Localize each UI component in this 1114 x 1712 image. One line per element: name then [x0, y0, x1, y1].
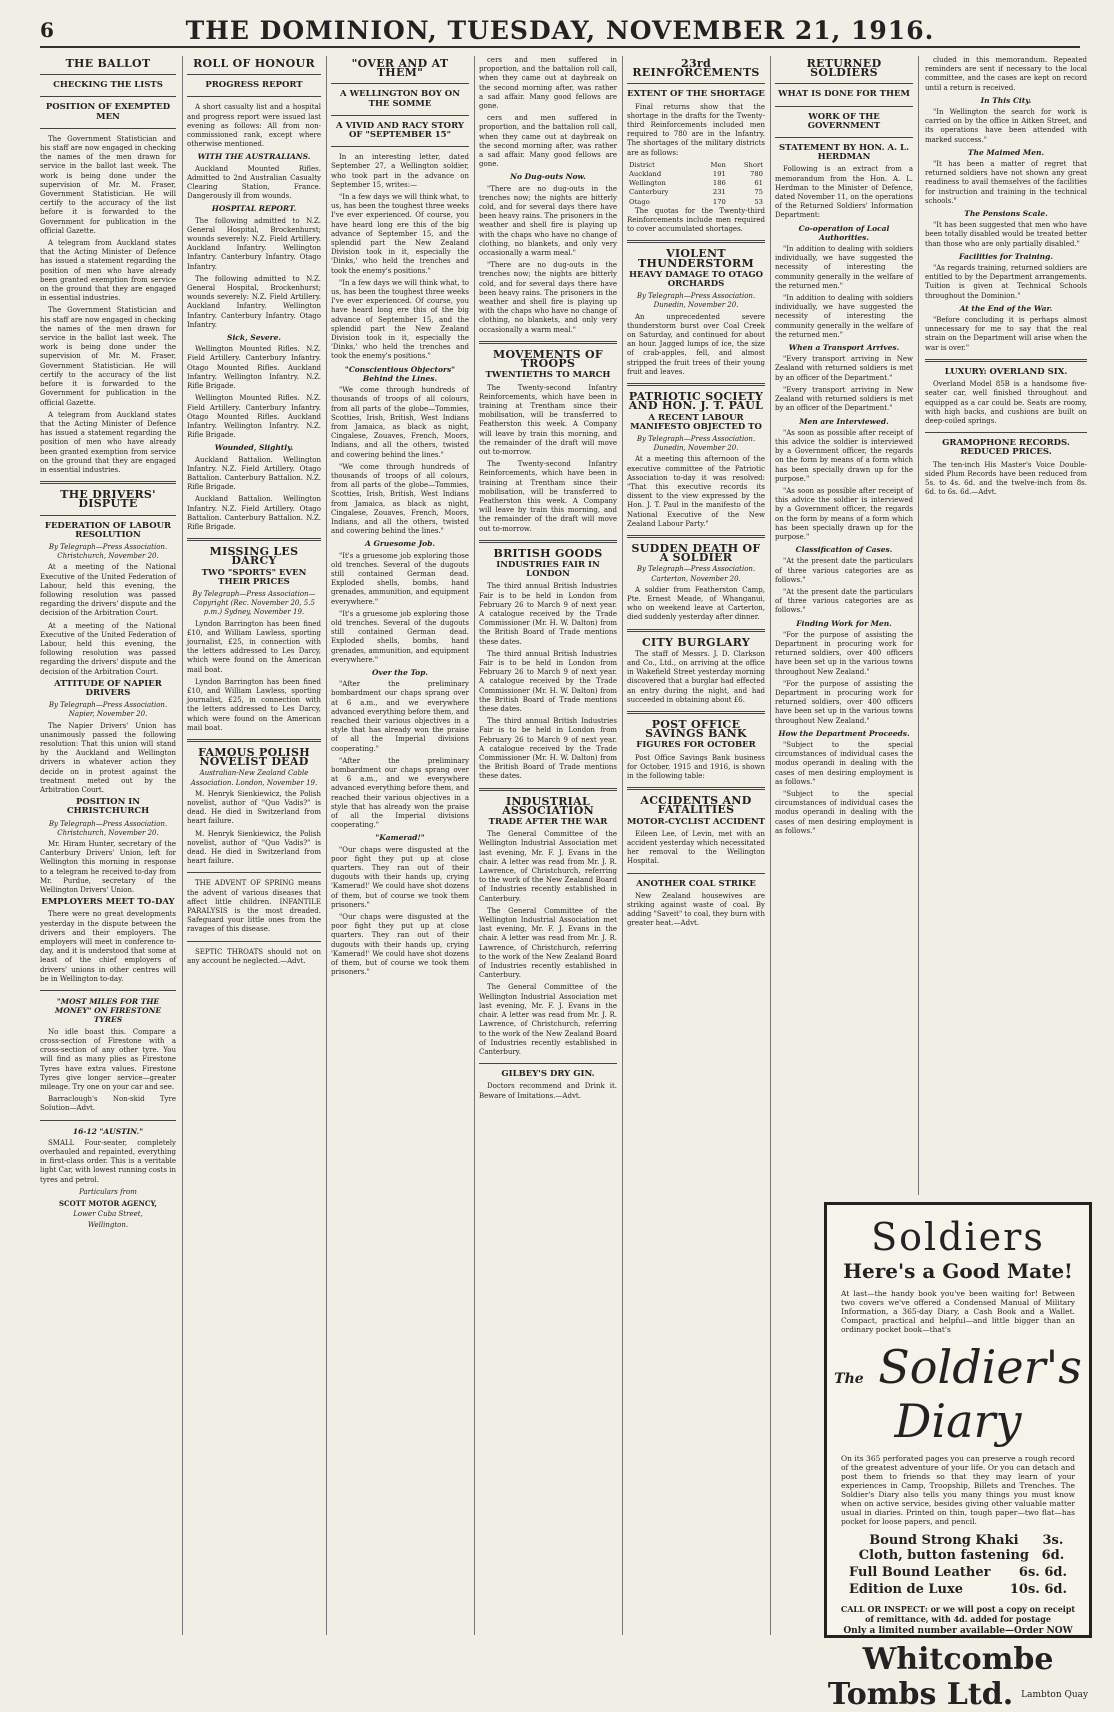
crosshead: How the Department Proceeds. [778, 728, 910, 738]
subhead: TRADE AFTER THE WAR [488, 817, 608, 828]
shortage-table [627, 161, 765, 207]
crosshead: The Pensions Scale. [964, 209, 1048, 219]
advert-paragraph: SMALL Four-seater, completely overhauled and repainted, everything in first-class order. This is a veritable light Car, with lowest running costs in tyres and petrol. [40, 1138, 176, 1184]
crosshead: A Gruesome Job. [365, 539, 435, 549]
divider [479, 540, 617, 543]
article-paragraph: "For the purpose of assisting the Department in procuring work for returned soldiers, over 400 officers have been set up in the various towns throughout New Zealand." [775, 630, 913, 676]
article-paragraph: "Subject to the special circumstances of individual cases the modus operandi in dealing with the cases of men desiring employment is as follows." [775, 790, 913, 835]
divider [775, 106, 913, 107]
divider [627, 873, 765, 874]
headline-drivers-dispute: THE DRIVERS' DISPUTE [60, 488, 156, 511]
article-paragraph: The quotas for the Twenty-third Reinforcements include men required to cover accumulated shortages. [627, 206, 765, 234]
advert-paragraph: THE ADVENT OF SPRING means the advent of various diseases that affect little children. INFANTILE PARALYSIS is the most dreaded. Safeguard your little ones from the ravages of this disease. [187, 879, 321, 934]
dateline: By Telegraph—Press Association. Napier, November 20. [48, 701, 168, 719]
subhead: WORK OF THE GOVERNMENT [807, 111, 881, 131]
divider [627, 83, 765, 84]
article-paragraph: "In Wellington the search for work is carried on by the office in Aitken Street, and its operations have been attended with marked success." [925, 108, 1087, 144]
advert-call: CALL OR INSPECT: or we will post a copy on receipt of remittance, with 4d. added for postage [840, 1604, 1076, 1624]
article-paragraph: "After the preliminary bombardment our chaps sprang over at 6 a.m., and we everywhere advanced everything before them, and reached their various objectives in a style that has already won the praise of all the Imperial divisions cooperating." [331, 680, 469, 753]
dateline: By Telegraph—Press Association. Christchurch, November 20. [48, 819, 168, 837]
subhead: FIGURES FOR OCTOBER [636, 740, 756, 751]
article-paragraph: At a meeting of the National Executive of the United Federation of Labour, held this evening, the following resolution was passed regarding the drivers' dispute and the decision of the Arbitration Court. [40, 563, 176, 618]
column-3 [326, 56, 473, 1635]
subhead: TWENTIETHS TO MARCH [485, 370, 611, 381]
advert-tagline: Here's a Good Mate! [843, 1259, 1073, 1283]
table-cell: 170 [712, 197, 726, 206]
newspaper-title: THE DOMINION, TUESDAY, NOVEMBER 21, 1916. [185, 16, 935, 45]
table-row [627, 188, 765, 197]
headline-industrial-association: INDUSTRIAL ASSOCIATION [502, 794, 594, 817]
crosshead: Over the Top. [371, 667, 429, 677]
crosshead: When a Transport Arrives. [788, 343, 900, 353]
article-paragraph: "In addition to dealing with soldiers individually, we have suggested the necessity of interesting the community generally in the welfare of the returned men." [775, 294, 913, 339]
advert-heading: 16-12 "AUSTIN." [72, 1126, 144, 1136]
crosshead: Facilities for Training. [959, 251, 1053, 261]
soldiers-diary-advert [824, 1202, 1092, 1712]
price-label: Full Bound Leather [849, 1565, 991, 1580]
headline-23rd-reinforcements: 23rd REINFORCEMENTS [632, 57, 760, 80]
dateline: By Telegraph—Press Association. Dunedin, November 20. [636, 292, 756, 310]
divider [627, 711, 765, 714]
headline-thunderstorm: VIOLENT THUNDERSTORM [638, 247, 754, 270]
article-paragraph: The Government Statistician and his staff are now engaged in checking the names of the men drawn for service in the ballot last week. The work is being done under the supervision of Mr. M. Fraser, Government Statistician. He will certify to the accuracy of the list before it is forwarded to the Government for publication in the official Gazette. [40, 306, 176, 407]
crosshead: Men are Interviewed. [799, 416, 889, 426]
subhead: INDUSTRIES FAIR IN LONDON [496, 559, 600, 580]
divider [187, 74, 321, 75]
table-cell: 75 [754, 188, 763, 197]
article-paragraph: "Every transport arriving in New Zealand with returned soldiers is met by an officer of the Department." [775, 355, 913, 382]
article-paragraph: cluded in this memorandum. Repeated reminders are sent if necessary to the local committee, and the cases are kept on record until a return is received. [925, 56, 1087, 92]
article-paragraph: "Our chaps were disgusted at the poor fight they put up at close quarters. They ran out of their dugouts with their hands up, crying 'Kamerad!' We could have shot dozens of them, but of course we took them prisoners." [331, 845, 469, 909]
headline-british-goods: BRITISH GOODS [493, 546, 603, 560]
price-list [827, 1532, 1089, 1598]
headline-polish-novelist: FAMOUS POLISH NOVELIST DEAD [198, 746, 310, 769]
headline-sudden-death: SUDDEN DEATH OF A SOLDIER [631, 541, 761, 565]
divider [331, 115, 469, 116]
subhead: TWO "SPORTS" EVEN THEIR PRICES [201, 567, 307, 587]
price-value: 6s. 6d. [1018, 1565, 1067, 1580]
article-paragraph: The General Committee of the Wellington Industrial Association met last evening, Mr. F. J. Evans in the chair. A letter was read from Mr. J. R. Lawrence, of Christchurch, referring to the work of the New Zealand Board of Industries recently established in Canterbury. [479, 906, 617, 980]
advert-intro: At last—the handy book you've been waiting for! Between two covers we've offered a Condensed Manual of Military Information, a 365-day Diary, a Cash Book and a Wallet. Compact, practical and helpful—and little bigger than an ordinary pocket book—that's [841, 1289, 1075, 1334]
subhead: EXTENT OF THE SHORTAGE [627, 89, 765, 100]
divider [40, 128, 176, 129]
divider [40, 1120, 176, 1121]
table-cell: 780 [750, 170, 763, 179]
column-5 [622, 56, 769, 1635]
firm-location: Lambton Quay [1021, 1689, 1089, 1700]
article-paragraph: A telegram from Auckland states that the Acting Minister of Defence has issued a statement regarding the position of men who have already been granted exemption from service on the ground that they are engaged in essential industries. [40, 410, 176, 474]
price-row [827, 1532, 1089, 1564]
article-paragraph: The third annual British Industries Fair is to be held in London from February 26 to March 9 of next year. A catalogue received by the Trade Commissioner (Mr. H. W. Dalton) from the British Board of Trade mentions these dates. [479, 717, 617, 781]
headline-les-darcy: MISSING LES DARCY [209, 545, 299, 568]
article-paragraph: The Twenty-second Infantry Reinforcements, which have been in training at Trentham since their mobilisation, will be transferred to Featherston this week. A Company will leave by train this morning, and the remainder of the draft will move out to-morrow. [479, 383, 617, 456]
subhead: WHAT IS DONE FOR THEM [778, 89, 910, 100]
article-paragraph: A soldier from Featherston Camp, Pte. Ernest Meade, of Whanganui, who on weekend leave at Carterton, died suddenly yesterday after dinner. [627, 585, 765, 622]
subhead: A VIVID AND RACY STORY OF "SEPTEMBER 15" [336, 120, 464, 141]
table-cell: Auckland [629, 170, 662, 179]
divider [479, 1063, 617, 1064]
article-paragraph: Wellington Mounted Rifles. N.Z. Field Artillery. Canterbury Infantry. Otago Mounted Rifles. Auckland Infantry. Wellington Infantry. N.Z. Rifle Brigade. [187, 345, 321, 391]
table-cell: 191 [712, 170, 726, 179]
article-paragraph: "Every transport arriving in New Zealand with returned soldiers is met by an officer of the Department." [775, 385, 913, 413]
section-label: WITH THE AUSTRALIANS. [197, 152, 311, 162]
article-paragraph: The General Committee of the Wellington Industrial Association met last evening, Mr. F. J. Evans in the chair. A letter was read from Mr. J. R. Lawrence, of Christchurch, referring to the work of the New Zealand Board of Industries recently established in Canterbury. [479, 983, 617, 1056]
headline-movements-of-troops: MOVEMENTS OF TROOPS [492, 347, 604, 371]
divider [187, 96, 321, 97]
advert-line: SCOTT MOTOR AGENCY, [59, 1198, 157, 1208]
firm-name-line-2 [827, 1677, 1089, 1712]
divider [627, 535, 765, 538]
article-paragraph: "In addition to dealing with soldiers individually, we have suggested the necessity of interesting the community generally in the welfare of the returned men." [775, 245, 913, 290]
article-paragraph: "As soon as possible after receipt of this advice the soldier is interviewed by a Government officer, the regards on the form by means of a form which has been specially drawn up for the purpose." [775, 486, 913, 541]
crosshead: "Kamerad!" [375, 833, 425, 843]
crosshead: In This City. [980, 95, 1032, 105]
article-paragraph: Auckland Battalion. Wellington Infantry. N.Z. Field Artillery. Otago Battalion. Canterbury Battalion. N.Z. Rifle Brigade. [187, 495, 321, 531]
article-paragraph: "There are no dug-outs in the trenches now; the nights are bitterly cold, and for several days there have been heavy rains. The prisoners in the weather and shell fire is playing up with the chaps who have no change of clothing, no blankets, and only very occasionally a warm meal." [479, 261, 617, 334]
article-paragraph: The General Committee of the Wellington Industrial Association met last evening, Mr. F. J. Evans in the chair. A letter was read from Mr. J. R. Lawrence, of Christchurch, referring to the work of the New Zealand Board of Industries recently established in Canterbury. [479, 830, 617, 903]
subhead: FEDERATION OF LABOUR RESOLUTION [44, 520, 172, 540]
table-cell: 61 [754, 179, 763, 188]
subhead: PROGRESS REPORT [205, 80, 303, 91]
section-label: Sick, Severe. [227, 333, 281, 343]
article-paragraph: The third annual British Industries Fair is to be held in London from February 26 to March 9 of next year. A catalogue received by the Trade Commissioner (Mr. H. W. Dalton) from the British Board of Trade mentions these dates. [479, 582, 617, 646]
article-paragraph: The third annual British Industries Fair is to be held in London from February 26 to March 9 of next year. A catalogue received by the Trade Commissioner (Mr. H. W. Dalton) from the British Board of Trade mentions these dates. [479, 649, 617, 713]
article-paragraph: Following is an extract from a memorandum from the Hon. A. L. Herdman to the Minister of Defence, dated November 11, on the operations of the Returned Soldiers' Information Department: [775, 165, 913, 220]
article-paragraph: At a meeting of the National Executive of the United Federation of Labour, held this evening, the following resolution was passed regarding the drivers' dispute and the decision of the Arbitration Court. [40, 621, 176, 676]
crosshead: At the End of the War. [959, 303, 1053, 313]
divider [187, 739, 321, 742]
divider [40, 481, 176, 484]
subhead: A WELLINGTON BOY ON THE SOMME [340, 89, 460, 109]
crosshead: The Maimed Men. [967, 147, 1045, 157]
price-value: 3s. 6d. [1041, 1533, 1065, 1563]
headline-gramophone-records: GRAMOPHONE RECORDS. REDUCED PRICES. [942, 438, 1070, 458]
article-paragraph: Lyndon Barrington has been fined £10, and William Lawless, sporting journalist, £25, in connection with the letters addressed to Les Darcy, which were found on the American mail boat. [187, 619, 321, 674]
article-paragraph: The staff of Messrs. J. D. Clarkson and Co., Ltd., on arriving at the office in Wakefield Street yesterday morning discovered that a burglar had effected an entry during the night, and had succeeded in obtaining about £6. [627, 649, 765, 704]
price-row [827, 1581, 1089, 1598]
article-paragraph: The following admitted to N.Z. General Hospital, Brockenhurst; wounds severely: N.Z. Field Artillery. Auckland Infantry. Wellington Infantry. Canterbury Infantry. Otago Infantry. [187, 216, 321, 271]
advert-line: Wellington. [87, 1221, 129, 1230]
divider [775, 83, 913, 84]
table-cell: 231 [712, 188, 726, 197]
crosshead: Co-operation of Local Authorities. [798, 223, 890, 242]
divider [187, 872, 321, 873]
firm-name: Whitcombe [862, 1642, 1054, 1677]
diary-logo [827, 1340, 1089, 1448]
table-header-row [627, 161, 765, 170]
subhead: POSITION OF EXEMPTED MEN [45, 102, 171, 122]
article-paragraph: "In a few days we will think what, to us, has been the toughest three weeks I've ever experienced. Of course, you have heard long ere this of the big advance of September 15, and the splendid part the New Zealand Division took in it, especially the 'Dinks,' who held the trenches and took the enemy's positions." [331, 193, 469, 275]
advert-line: Lower Cuba Street, [73, 1210, 143, 1219]
table-cell: Canterbury [629, 188, 669, 197]
article-paragraph: cers and men suffered in proportion, and the battalion roll call, when they came out at daybreak on the second morning after, was rather a sad affair. Many good fellows are gone. [479, 56, 617, 111]
divider [627, 629, 765, 632]
subhead: POSITION IN CHRISTCHURCH [66, 797, 150, 817]
dateline: Australian-New Zealand Cable Association. London, November 19. [190, 769, 318, 787]
diary-logo-the: The [834, 1371, 864, 1387]
headline-patriotic-society: PATRIOTIC SOCIETY AND HON. J. T. PAUL [628, 390, 764, 413]
article-paragraph: Auckland Mounted Rifles. Admitted to 2nd Australian Casualty Clearing Station, France. Dangerously ill from wounds. [187, 164, 321, 201]
headline-savings-bank: POST OFFICE SAVINGS BANK [645, 717, 747, 741]
advert-only: Only a limited number available—Order NOW [843, 1626, 1073, 1636]
table-cell: 186 [712, 179, 726, 188]
table-cell: Otago [629, 197, 650, 206]
article-paragraph: An unprecedented severe thunderstorm burst over Coal Creek on Saturday, and continued for about an hour. Jagged lumps of ice, the size of crab-apples, fell, and almost stripped the fruit trees of their young fruit and leaves. [627, 312, 765, 376]
headline-accidents: ACCIDENTS AND FATALITIES [640, 794, 752, 817]
article-paragraph: M. Henryk Sienkiewicz, the Polish novelist, author of "Quo Vadis?" is dead. He died in Switzerland from heart failure. [187, 789, 321, 826]
divider [925, 359, 1087, 362]
diary-logo-title: Soldier's [878, 1340, 1082, 1394]
column-4 [474, 56, 621, 1635]
table-header: Men [710, 160, 726, 169]
article-paragraph: "Subject to the special circumstances of individual cases the modus operandi in dealing with the cases of men desiring employment is as follows." [775, 741, 913, 786]
crosshead: "Conscientious Objectors" Behind the Lines. [344, 364, 456, 383]
crosshead: No Dug-outs Now. [510, 172, 586, 182]
subhead: CHECKING THE LISTS [53, 80, 163, 91]
divider [479, 341, 617, 344]
table-header: Short [743, 160, 763, 169]
crosshead: Classification of Cases. [795, 545, 893, 555]
article-paragraph: "For the purpose of assisting the Department in procuring work for returned soldiers, over 400 officers have been set up in the various towns throughout New Zealand." [775, 679, 913, 725]
advert-heading: GILBEY'S DRY GIN. [501, 1069, 595, 1080]
divider [627, 383, 765, 386]
column-1 [40, 56, 180, 1635]
headline-returned-soldiers: RETURNED SOLDIERS [806, 57, 882, 80]
article-paragraph: Lyndon Barrington has been fined £10, and William Lawless, sporting journalist, £25, in connection with the letters addressed to Les Darcy, which were found on the American mail boat. [187, 677, 321, 732]
article-paragraph: cers and men suffered in proportion, and the battalion roll call, when they came out at daybreak on the second morning after, was rather a sad affair. Many good fellows are gone. [479, 114, 617, 169]
dateline: By Telegraph—Press Association. Dunedin, November 20. [636, 434, 756, 453]
advert-title: Soldiers [871, 1215, 1045, 1259]
advert-paragraph: The ten-inch His Master's Voice Double-sided Plum Records have been reduced from 5s. to 4s. 6d. and the twelve-inch from 8s. 6d. to 6s. 6d.—Advt. [925, 460, 1087, 497]
advert-paragraph: New Zealand housewives are striking against waste of coal. By adding "Saveit" to coal, they burn with greater heat.—Advt. [627, 891, 765, 928]
table-cell: Wellington [629, 179, 666, 188]
subhead: ATTITUDE OF NAPIER DRIVERS [54, 678, 162, 698]
article-paragraph: M. Henryk Sienkiewicz, the Polish novelist, author of "Quo Vadis?" is dead. He died in Switzerland from heart failure. [187, 829, 321, 866]
crosshead: Finding Work for Men. [796, 618, 892, 628]
advert-body: On its 365 perforated pages you can preserve a rough record of the greatest adventure of your life. Or you can detach and post them to friends so that they may learn of your experiences in Camp, Troopship, Billets and Trenches. The Soldier's Diary also tells you many things you must know when on active service, besides giving other valuable matter usual in diaries. Printed on thin, tough paper—two flat—has pocket for loose papers, and pencil. [841, 1454, 1075, 1526]
headline-city-burglary: CITY BURGLARY [641, 635, 751, 649]
article-paragraph: "At the present date the particulars of three various categories are as follows." [775, 557, 913, 584]
article-paragraph: "Before concluding it is perhaps almost unnecessary for me to say that the real strain on the Department will arise when the war is over." [925, 316, 1087, 352]
subhead: HEAVY DAMAGE TO OTAGO ORCHARDS [629, 269, 763, 290]
table-cell: 53 [754, 197, 763, 206]
divider [40, 990, 176, 991]
divider [331, 146, 469, 147]
divider [627, 787, 765, 790]
article-paragraph: Wellington Mounted Rifles. N.Z. Field Artillery. Canterbury Infantry. Otago Mounted Rifles. Auckland Infantry. Wellington Infantry. N.Z. Rifle Brigade. [187, 394, 321, 440]
article-paragraph: The Napier Drivers' Union has unanimously passed the following resolution: That this union will stand by the Auckland and Wellington drivers in whatever action they decide on in protest against the treatment meted out by the Arbitration Court. [40, 721, 176, 795]
article-paragraph: "Our chaps were disgusted at the poor fight they put up at close quarters. They ran out of their dugouts with their hands up, crying 'Kamerad!' We could have shot dozens of them, but of course we took them prisoners." [331, 913, 469, 977]
article-paragraph: Final returns show that the shortage in the drafts for the Twenty-third Reinforcements included men required to 780 are in the Infantry. The shortages of the military districts are as follows: [627, 102, 765, 157]
advert-heading: ANOTHER COAL STRIKE [636, 878, 756, 889]
divider [479, 788, 617, 791]
article-paragraph: "After the preliminary bombardment our chaps sprang over at 6 a.m., and we everywhere advanced everything before them, and reached their various objectives in a style that has already won the praise of all the Imperial divisions cooperating." [331, 756, 469, 830]
article-paragraph: The Government Statistician and his staff are now engaged in checking the names of the men drawn for service in the ballot last week. The work is being done under the supervision of Mr. M. Fraser, Government Statistician. He will certify to the accuracy of the list before it is forwarded to the Government for publication in the official Gazette. [40, 134, 176, 235]
headline-ballot: THE BALLOT [65, 57, 151, 70]
divider [331, 83, 469, 84]
divider [40, 96, 176, 97]
article-paragraph: The following admitted to N.Z. General Hospital, Brockenhurst; wounds severely: N.Z. Field Artillery. Auckland Infantry. Wellington Infantry. Canterbury Infantry. Otago Infantry. [187, 274, 321, 329]
subhead: A RECENT LABOUR MANIFESTO OBJECTED TO [630, 412, 762, 432]
subhead: STATEMENT BY HON. A. L. HERDMAN [779, 143, 909, 163]
divider [627, 240, 765, 243]
headline-overland-six: LUXURY: OVERLAND SIX. [944, 366, 1068, 377]
advert-paragraph: SEPTIC THROATS should not on any account be neglected.—Advt. [187, 947, 321, 965]
price-label: Bound Strong Khaki Cloth, button fastening [858, 1533, 1030, 1563]
table-row [627, 179, 765, 188]
section-label: HOSPITAL REPORT. [211, 204, 297, 214]
article-paragraph: "It's a gruesome job exploring those old trenches. Several of the dugouts still contained German dead. Exploded shells, bombs, hand grenades, ammunition, and equipment everywhere." [331, 609, 469, 664]
article-paragraph: The Twenty-second Infantry Reinforcements, which have been in training at Trentham since their mobilisation, will be transferred to Featherston this week. A Company will leave by train this morning, and the remainder of the draft will move out to-morrow. [479, 460, 617, 533]
price-label: Edition de Luxe [849, 1582, 964, 1597]
firm-name-2: Tombs Ltd. [827, 1677, 1014, 1712]
subhead: MOTOR-CYCLIST ACCIDENT [627, 816, 766, 827]
advert-line: Particulars from [79, 1187, 137, 1196]
article-paragraph: "We come through hundreds of thousands of troops of all colours, from all parts of the globe—Tommies, Scotties, Irish, British, West Indians from Jamaica, as black as night, Cingalese, Zouaves, French, Moors, Indians, and all the others, twisted and cowering behind the lines." [331, 462, 469, 536]
column-7 [918, 56, 1087, 1195]
article-paragraph: A short casualty list and a hospital and progress report were issued last evening as follows: All from non-commissioned rank, except where otherwise mentioned. [187, 103, 321, 149]
price-value: 10s. 6d. [1009, 1582, 1067, 1597]
dateline: By Telegraph—Press Association. Carterton, November 20. [636, 565, 756, 583]
advert-paragraph: Doctors recommend and Drink it. Beware of Imitations.—Advt. [479, 1082, 617, 1100]
advert-heading: "MOST MILES FOR THE MONEY" ON FIRESTONE TYRES [54, 997, 162, 1025]
page-number: 6 [40, 18, 54, 42]
article-paragraph: "There are no dug-outs in the trenches now; the nights are bitterly cold, and for several days there have been heavy rains. The prisoners in the weather and shell fire is playing up with the chaps who have no change of clothing, no blankets, and only very occasionally a warm meal." [479, 184, 617, 258]
divider [187, 941, 321, 942]
divider [187, 538, 321, 541]
article-paragraph: "It has been a matter of regret that returned soldiers have not shown any great readiness to avail themselves of the facilities for instruction and training in the technical schools." [925, 160, 1087, 205]
article-paragraph: At a meeting this afternoon of the executive committee of the Patriotic Association to-day it was resolved: "That this executive records its dissent to the view expressed by the Hon. J. T. Paul in the manifesto of the National Executive of the New Zealand Labour Party." [627, 455, 765, 528]
advert-paragraph: Barraclough's Non-skid Tyre Solution—Advt. [40, 1095, 176, 1113]
divider [925, 432, 1087, 433]
article-paragraph: "In a few days we will think what, to us, has been the toughest three weeks I've ever experienced. Of course, you have heard long ere this of the big advance of September 15, and the splendid part the New Zealand Division took in it, especially the 'Dinks,' who held the trenches and took the enemy's positions." [331, 278, 469, 361]
diary-logo-word: Diary [894, 1394, 1022, 1448]
article-paragraph: "It has been suggested that men who have been totally disabled would be treated better than those who are only partially disabled." [925, 221, 1087, 248]
article-paragraph: There were no great developments yesterday in the dispute between the drivers and their employers. The employers will meet in conference to-day, and it is understood that some at least of the chief employers of drivers' unions in other centres will be in Wellington to-day. [40, 910, 176, 983]
article-paragraph: In an interesting letter, dated September 27, a Wellington soldier, who took part in the advance on September 15, writes:— [331, 153, 469, 189]
table-row [627, 198, 765, 207]
divider [775, 137, 913, 138]
article-paragraph: Post Office Savings Bank business for October, 1915 and 1916, is shown in the following table: [627, 753, 765, 780]
divider [40, 515, 176, 516]
article-paragraph: "It's a gruesome job exploring those old trenches. Several of the dugouts still contained German dead. Exploded shells, bombs, hand grenades, ammunition, and equipment everywhere." [331, 551, 469, 606]
price-row [827, 1564, 1089, 1581]
headline-over-and-at-them: "OVER AND AT THEM" [351, 57, 449, 80]
section-label: Wounded, Slightly. [214, 443, 294, 453]
advert-paragraph: No idle boast this. Compare a cross-section of Firestone with a cross-section of any other tyre. You will find as many plies as Firestone Tyres have extra values. Firestone Tyres give longer service—greater mileage. Try one on your car and see. [40, 1027, 176, 1091]
table-row [627, 170, 765, 179]
article-paragraph: "We come through hundreds of thousands of troops of all colours, from all parts of the globe—Tommies, Scotties, Irish, British, West Indians from Jamaica, as black as night, Cingalese, Zouaves, French, Moors, Indians, and all the others, twisted and cowering behind the lines." [331, 386, 469, 459]
article-paragraph: "At the present date the particulars of three various categories are as follows." [775, 587, 913, 615]
advert-paragraph: Overland Model 85B is a handsome five-seater car, well finished throughout and equipped as a car could be. Seats are roomy, with high backs, and cushions are built on deep-coiled springs. [925, 380, 1087, 425]
article-paragraph: Mr. Hiram Hunter, secretary of the Canterbury Drivers' Union, left for Wellington this morning in response to a telegram he received to-day from Mr. Purdue, secretary of the Wellington Drivers' Union. [40, 840, 176, 895]
article-paragraph: Auckland Battalion. Wellington Infantry. N.Z. Field Artillery. Otago Battalion. Canterbury Battalion. N.Z. Rifle Brigade. [187, 455, 321, 492]
table-header: District [629, 160, 655, 169]
subhead: EMPLOYERS MEET TO-DAY [41, 897, 175, 908]
divider [40, 74, 176, 75]
article-paragraph: A telegram from Auckland states that the Acting Minister of Defence has issued a statement regarding the position of men who have already been granted exemption from service on the ground that they are engaged in essential industries. [40, 239, 176, 303]
dateline: By Telegraph—Press Association—Copyright (Rec. November 20, 5.5 p.m.) Sydney, November 19. [192, 589, 316, 617]
column-2 [182, 56, 325, 1635]
article-paragraph: "As regards training, returned soldiers are entitled to by the Department arrangements. Tuition is given at Technical Schools throughout the Dominion." [925, 264, 1087, 300]
headline-roll-of-honour: ROLL OF HONOUR [193, 57, 315, 70]
article-paragraph: Eileen Lee, of Levin, met with an accident yesterday which necessitated her removal to the Wellington Hospital. [627, 829, 765, 866]
article-paragraph: "As soon as possible after receipt of this advice the soldier is interviewed by a Government officer, the regards on the form by means of a form which has been specially drawn up for the purpose." [775, 428, 913, 483]
dateline: By Telegraph—Press Association. Christchurch, November 20. [48, 542, 168, 561]
masthead [40, 12, 1080, 48]
